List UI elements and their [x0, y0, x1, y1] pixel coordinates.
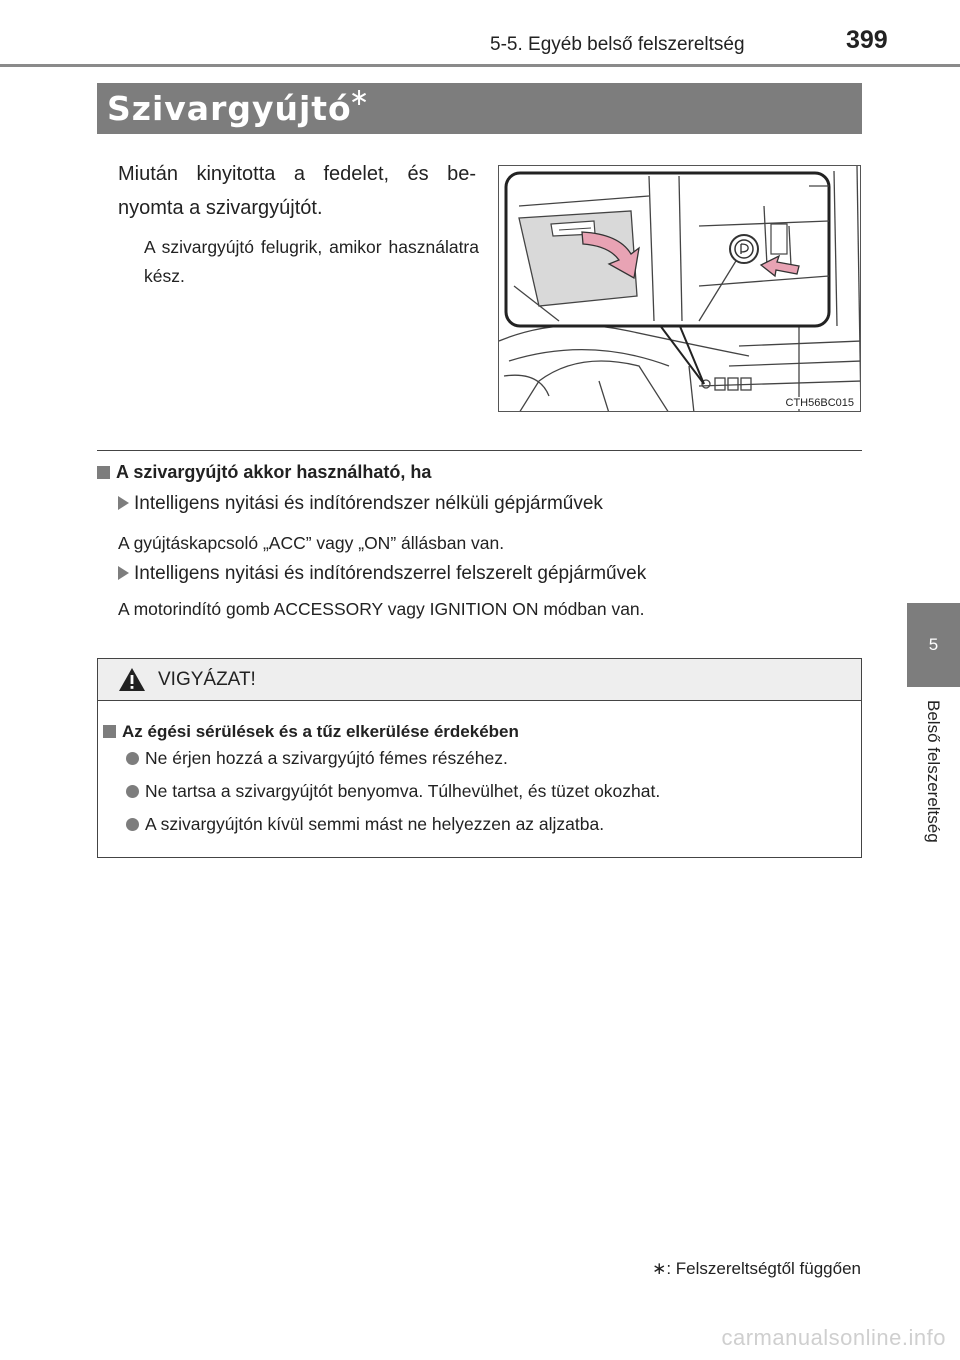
square-bullet-icon: [103, 725, 116, 738]
caution-item: Ne tartsa a szivargyújtót benyomva. Túlhevülhet, és tüzet okozhat.: [126, 781, 660, 802]
intro-result: A szivargyújtó felugrik, amikor használatra kész.: [144, 237, 479, 286]
usage-heading: [97, 462, 431, 483]
chapter-label: Belső felszereltség: [924, 700, 943, 843]
usage-case-vehicle: Intelligens nyitási és indítórendszerrel felszerelt gépjárművek: [118, 563, 646, 585]
usage-heading-text: A szivargyújtó akkor használható, ha: [116, 462, 432, 482]
caution-title: VIGYÁZAT!: [158, 669, 256, 690]
section-rule: [97, 450, 862, 451]
square-bullet-icon: [97, 466, 110, 479]
round-bullet-icon: [126, 818, 139, 831]
running-header-section: 5-5. Egyéb belső felszereltség: [490, 34, 745, 55]
round-bullet-icon: [126, 785, 139, 798]
footnote: [652, 1259, 861, 1279]
chapter-number: 5: [928, 635, 939, 654]
chapter-tab: [907, 603, 960, 687]
usage-case-vehicle: Intelligens nyitási és indítórendszer nélküli gépjárművek: [118, 493, 603, 515]
footnote-marker: ∗: [652, 1259, 667, 1278]
header-rule: [0, 64, 960, 67]
title-band: [97, 83, 862, 134]
warning-triangle-icon: [118, 667, 146, 692]
triangle-bullet-icon: [118, 566, 129, 580]
footnote-text: : Felszereltségtől függően: [666, 1259, 861, 1278]
title-footnote-marker: ∗: [349, 84, 370, 111]
page-title: Szivargyújtó: [107, 89, 352, 128]
caution-box: [97, 658, 862, 858]
caution-header: [98, 659, 861, 701]
watermark: carmanualsonline.info: [721, 1325, 946, 1350]
page-number: 399: [846, 26, 888, 54]
usage-case-condition: A gyújtáskapcsoló „ACC” vagy „ON” állásban van.: [118, 533, 505, 553]
usage-case-condition: A motorindító gomb ACCESSORY vagy IGNITION ON módban van.: [118, 599, 645, 619]
caution-heading: Az égési sérülések és a tűz elkerülése érdekében: [103, 722, 519, 742]
intro-instruction: Miután kinyitotta a fedelet, és be- nyomta a szivargyújtót.: [118, 163, 476, 219]
illustration-code: CTH56BC015: [785, 397, 854, 409]
caution-item: A szivargyújtón kívül semmi mást ne helyezzen az aljzatba.: [126, 814, 604, 835]
cigarette-lighter-illustration: [498, 165, 861, 412]
triangle-bullet-icon: [118, 496, 129, 510]
caution-item: Ne érjen hozzá a szivargyújtó fémes részéhez.: [126, 748, 508, 769]
dashboard-drawing: [499, 166, 861, 412]
round-bullet-icon: [126, 752, 139, 765]
